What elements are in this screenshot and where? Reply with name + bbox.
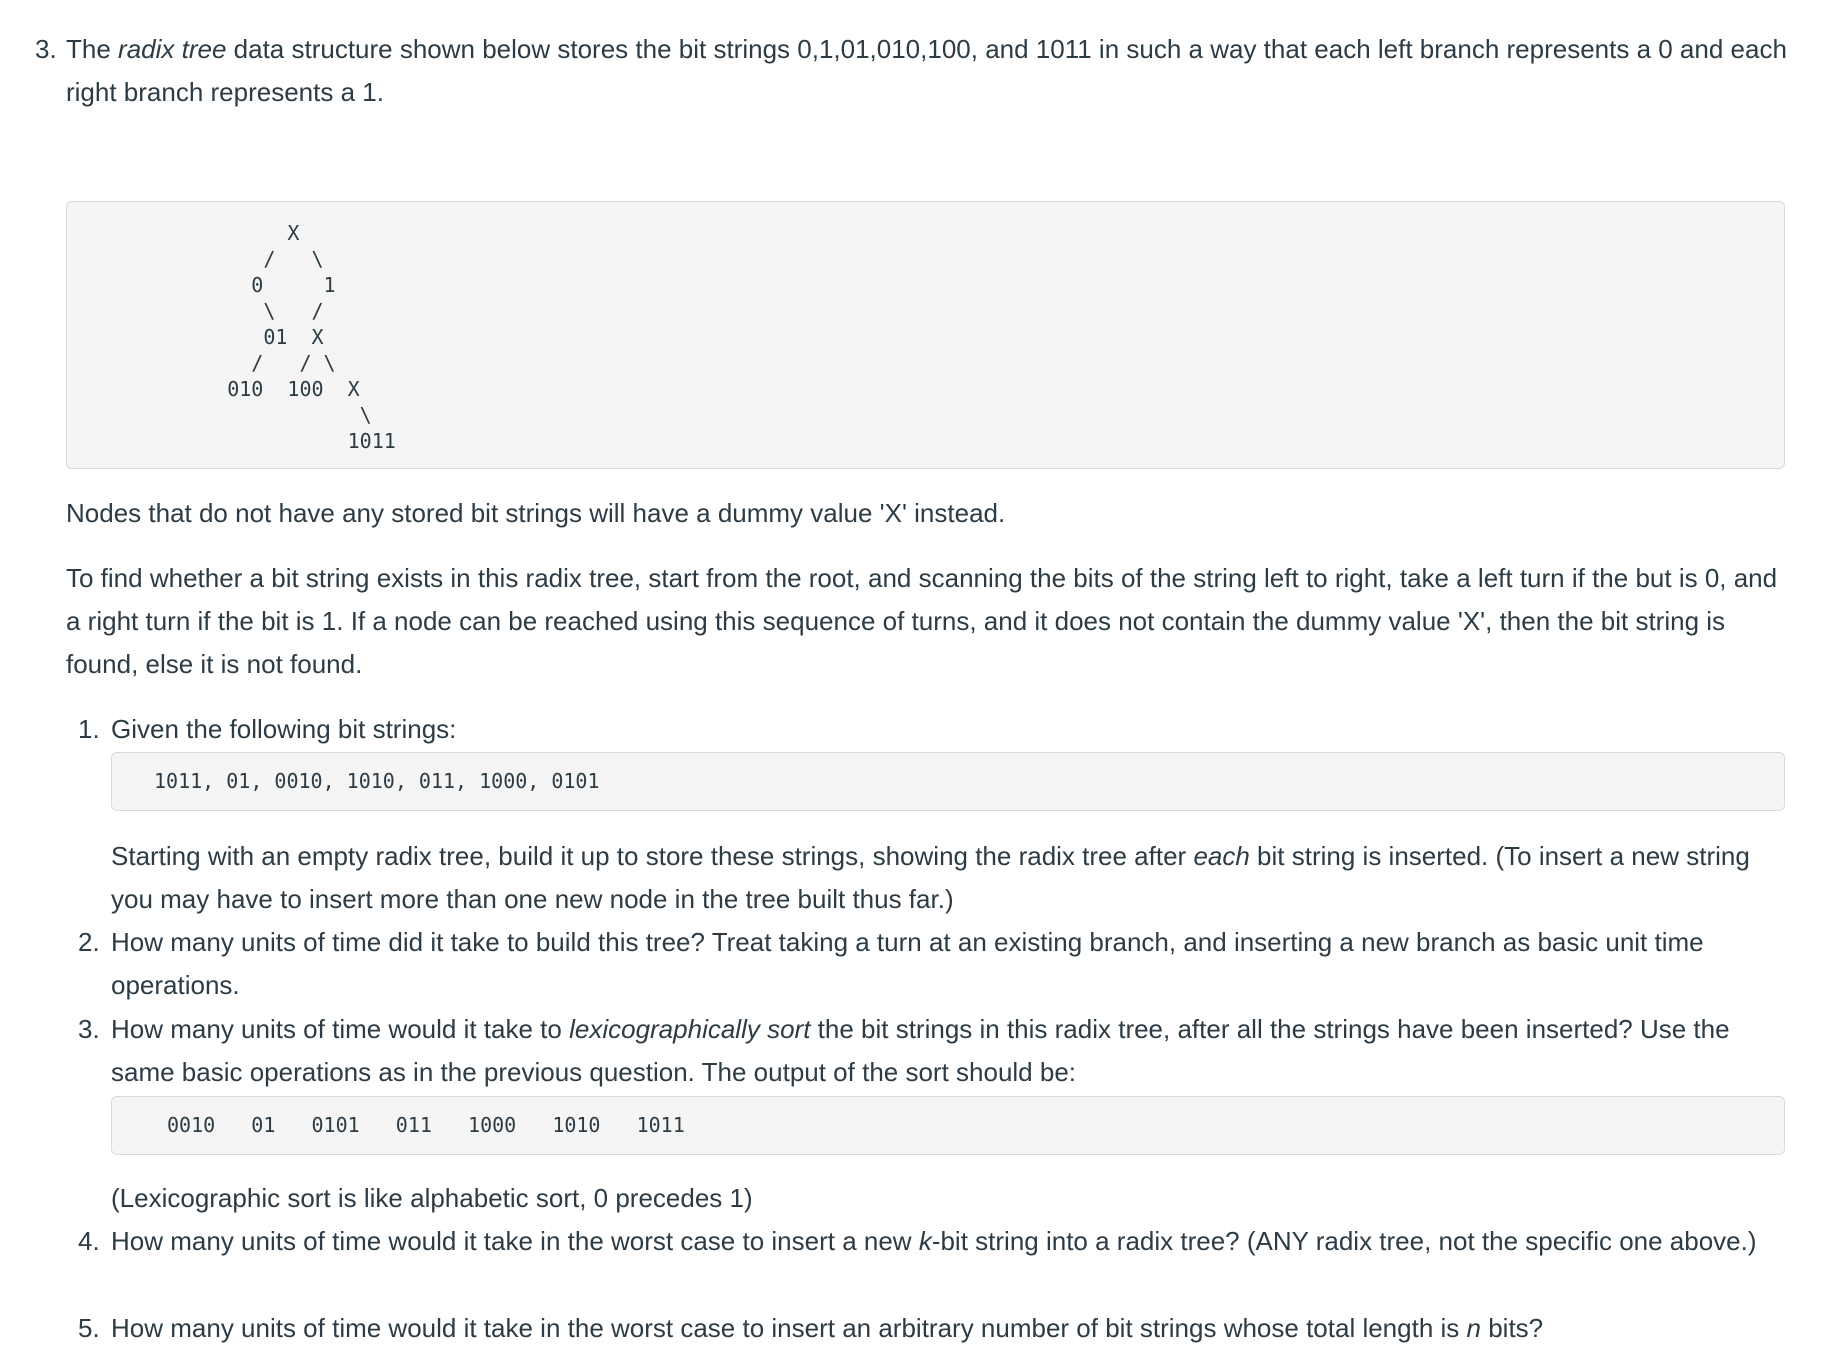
item-1-followup xyxy=(111,835,1791,921)
item-emphasis: lexicographically sort xyxy=(569,1014,811,1044)
list-item-2 xyxy=(78,921,1790,1007)
followup-text: Starting with an empty radix tree, build it up to store these strings, showing the radix tree after xyxy=(111,841,1194,871)
item-emphasis: n xyxy=(1466,1313,1481,1343)
item-text-rest: -bit string into a radix tree? (ANY radix tree, not the specific one above.) xyxy=(931,1226,1757,1256)
item-number: 2. xyxy=(78,927,100,957)
item-text: Given the following bit strings: xyxy=(111,714,457,744)
lexicographic-note: (Lexicographic sort is like alphabetic sort, 0 precedes 1) xyxy=(111,1183,753,1213)
item-text-rest: the bit strings in this radix tree, after all the strings have been inserted? Use the same basic operations as in the previous question. The output of the sort should be: xyxy=(111,1014,1730,1087)
item-text: How many units of time would it take in the worst case to insert an arbitrary number of bit strings whose total length is xyxy=(111,1313,1467,1343)
item-text: How many units of time did it take to build this tree? Treat taking a turn at an existing branch, and inserting a new branch as basic unit time operations. xyxy=(111,927,1704,1000)
bit-strings-code: 1011, 01, 0010, 1010, 011, 1000, 0101 xyxy=(111,752,1785,811)
followup-emphasis: each xyxy=(1193,841,1250,871)
list-item-5 xyxy=(78,1307,1790,1350)
dummy-note: Nodes that do not have any stored bit strings will have a dummy value 'X' instead. xyxy=(66,498,1006,528)
item-number: 5. xyxy=(78,1313,100,1343)
item-text-rest: bits? xyxy=(1480,1313,1544,1343)
question-intro xyxy=(35,28,1795,114)
question-number: 3. xyxy=(35,34,57,64)
list-item-3 xyxy=(78,1008,1790,1094)
intro-emphasis: radix tree xyxy=(118,34,227,64)
list-item-4 xyxy=(78,1220,1790,1263)
intro-text-rest: data structure shown below stores the bit strings 0,1,01,010,100, and 1011 in such a way that each left branch represents a 0 and each right branch represents a 1. xyxy=(66,34,1787,107)
list-item-1 xyxy=(78,708,1790,751)
find-rule: To find whether a bit string exists in this radix tree, start from the root, and scanning the bits of the string left to right, take a left turn if the but is 0, and a right turn if the bit is 1. If a node can be reached using this sequence of turns, and it does not contain the dummy value 'X', then the bit string is found, else it is not found. xyxy=(66,563,1778,679)
sort-output-code: 0010 01 0101 011 1000 1010 1011 xyxy=(111,1096,1785,1155)
item-number: 4. xyxy=(78,1226,100,1256)
item-text: How many units of time would it take to xyxy=(111,1014,570,1044)
intro-text: The xyxy=(66,34,119,64)
item-text: How many units of time would it take in the worst case to insert a new xyxy=(111,1226,919,1256)
item-number: 1. xyxy=(78,714,100,744)
tree-diagram: X / \ 0 1 \ / 01 X / / \ 010 100 X \ 1011 xyxy=(66,201,1785,469)
item-emphasis: k xyxy=(918,1226,932,1256)
followup-text-rest: bit string is inserted. (To insert a new string you may have to insert more than one new node in the tree built thus far.) xyxy=(111,841,1750,914)
item-number: 3. xyxy=(78,1014,100,1044)
